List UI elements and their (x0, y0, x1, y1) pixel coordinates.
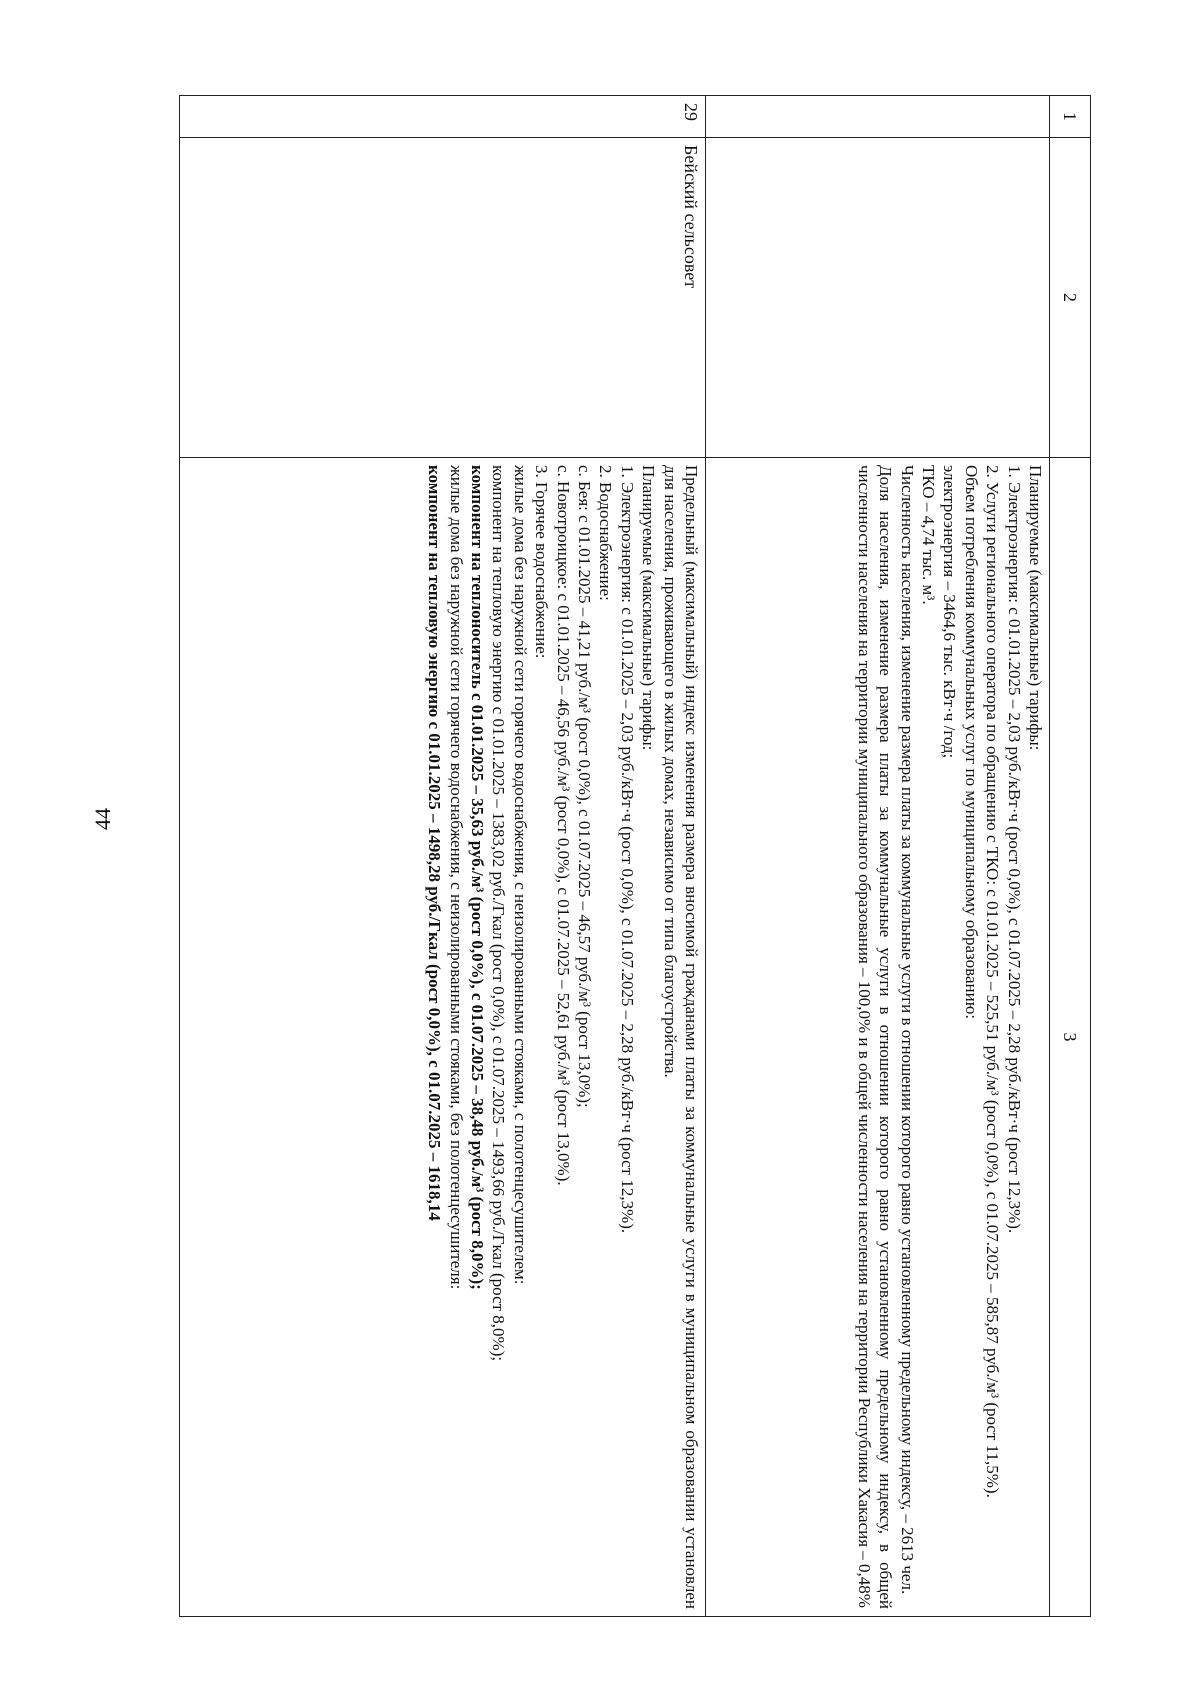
tariff-description (706, 458, 1050, 1617)
description-line: 3. Горячее водоснабжение: (532, 465, 552, 659)
table-row (180, 96, 706, 1617)
description-line: Объем потребления коммунальных услуг по муниципальному образованию: (961, 465, 981, 1020)
description-line: 1. Электроэнергия: с 01.01.2025 – 2,03 руб./кВт·ч (рост 0,0%), с 01.07.2025 – 2,28 руб./кВт·ч (рост 12,3%). (1004, 465, 1024, 1234)
row-number: 29 (180, 96, 706, 138)
table-row (706, 96, 1050, 1617)
header-cell-3: 3 (1050, 458, 1091, 1617)
description-line: Планируемые (максимальные) тарифы: (639, 465, 659, 751)
description-line: с. Новотроицкое: с 01.01.2025 – 46,56 руб./м³ (рост 0,0%), с 01.07.2025 – 52,61 руб./м³ (рост 13,0%). (553, 465, 573, 1186)
municipality-name (706, 138, 1050, 458)
page-number: 44 (90, 808, 115, 830)
description-line: 1. Электроэнергия: с 01.01.2025 – 2,03 руб./кВт·ч (рост 0,0%), с 01.07.2025 – 2,28 руб./кВт·ч (рост 12,3%). (617, 465, 637, 1234)
header-cell-2: 2 (1050, 138, 1091, 458)
tariff-description (180, 458, 706, 1617)
description-line: Численность населения, изменение размера платы за коммунальные услуги в отношении которого равно установленному предельному индексу, – 2613 чел. (897, 465, 917, 1595)
description-line: электроэнергия – 3464,6 тыс. кВт·ч /год; (940, 465, 960, 759)
tariff-table (179, 95, 1091, 1617)
description-line: жилые дома без наружной сети горячего водоснабжения, с неизолированными стояками, с полотенцесушителем: (510, 465, 530, 1285)
description-line: компонент на тепловую энергию с 01.01.2025 – 1498,28 руб./Гкал (рост 0,0%), с 01.07.2025 – 1618,14 (425, 465, 445, 1221)
description-line: 2. Водоснабжение: (596, 465, 616, 601)
table-header-row (1050, 96, 1091, 1617)
description-line: Предельный (максимальный) индекс изменения размера вносимой гражданами платы за коммунальные услуги в муниципальном образовании установлен для населения, проживающего в жилых домах, независимо от типа благоустройства. (660, 465, 701, 1609)
tariff-table-container (179, 95, 1091, 1616)
description-line: ТКО – 4,74 тыс. м³. (918, 465, 938, 605)
description-line: Планируемые (максимальные) тарифы: (1026, 465, 1045, 751)
municipality-name: Бейский сельсовет (180, 138, 706, 458)
description-line: с. Бея: с 01.01.2025 – 41,21 руб./м³ (рост 0,0%), с 01.07.2025 – 46,57 руб./м³ (рост 13,0%); (574, 465, 594, 1108)
description-line: компонент на теплоноситель с 01.01.2025 – 35,63 руб./м³ (рост 0,0%), с 01.07.2025 – 38,48 руб./м³ (рост 8,0%); (467, 465, 487, 1290)
description-line: Доля населения, изменение размера платы за коммунальные услуги в отношении которого равно установленному предельному индексу, в общей численности населения на территории муниципального образования – 100,0% и в общей численности населения на территории Республики Хакасия – 0,48% (854, 465, 896, 1609)
description-line: 2. Услуги регионального оператора по обращению с ТКО: с 01.01.2025 – 525,51 руб./м³ (рост 0,0%), с 01.07.2025 – 585,87 руб./м³ (рост 11,5%). (983, 465, 1003, 1498)
description-line: жилые дома без наружной сети горячего водоснабжения, с неизолированными стояками, без полотенцесушителя: (446, 465, 466, 1290)
header-cell-1: 1 (1050, 96, 1091, 138)
description-line: компонент на тепловую энергию с 01.01.2025 – 1383,02 руб./Гкал (рост 0,0%), с 01.07.2025 – 1493,66 руб./Гкал (рост 8,0%); (489, 465, 509, 1362)
row-number (706, 96, 1050, 138)
